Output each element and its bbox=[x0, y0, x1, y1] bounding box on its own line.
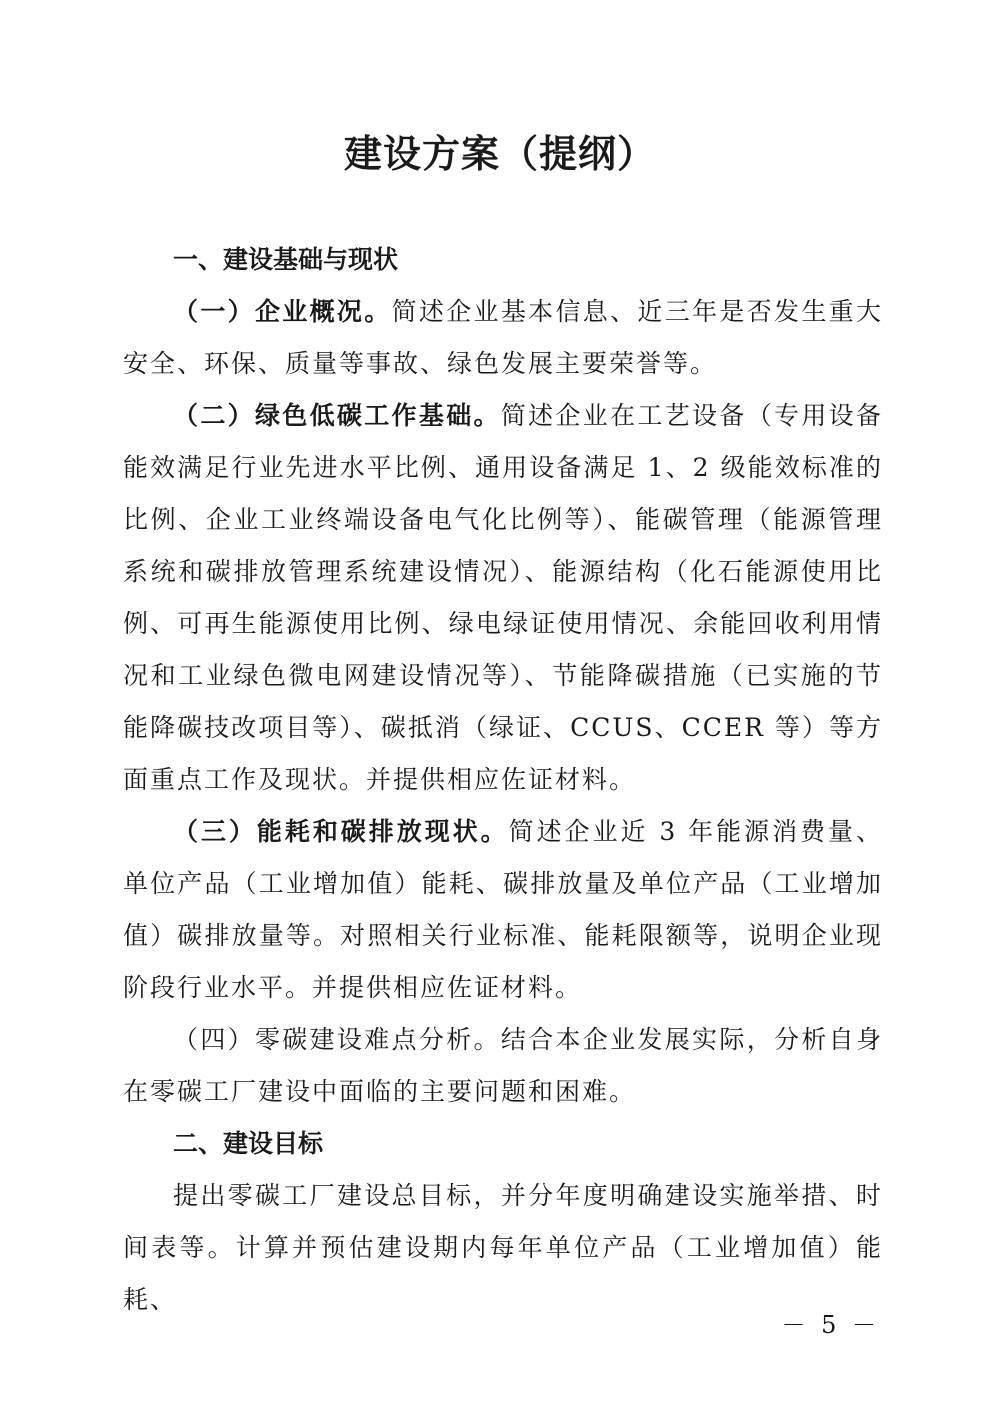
paragraph-lead: （二）绿色低碳工作基础。 bbox=[173, 401, 501, 430]
paragraph-difficulty-analysis bbox=[123, 1014, 883, 1118]
paragraph-body: 简述企业近 3 年能源消费量、单位产品（工业增加值）能耗、碳排放量及单位产品（工业增加值）碳排放量等。对照相关行业标准、能耗限额等，说明企业现阶段行业水平。并提供相应佐证材料。 bbox=[123, 817, 883, 1002]
paragraph-lead: （一）企业概况。 bbox=[173, 297, 392, 326]
paragraph-lead: （三）能耗和碳排放现状。 bbox=[173, 817, 509, 846]
document-title: 建设方案（提纲） bbox=[343, 132, 656, 176]
paragraph-energy-carbon-status bbox=[123, 806, 883, 1014]
paragraph-goals: 提出零碳工厂建设总目标，并分年度明确建设实施举措、时间表等。计算并预估建设期内每年单位产品（工业增加值）能耗、 bbox=[123, 1181, 883, 1314]
paragraph-body: 简述企业在工艺设备（专用设备能效满足行业先进水平比例、通用设备满足 1、2 级能效标准的比例、企业工业终端设备电气化比例等）、能碳管理（能源管理系统和碳排放管理系统建设情况）、能源结构（化石能源使用比例、可再生能源使用比例、绿电绿证使用情况、余能回收利用情况和工业绿色微电网建设情况等）、节能降碳措施（已实施的节能降碳技改项目等）、碳抵消（绿证、CCUS、CCER 等）等方面重点工作及现状。并提供相应佐证材料。 bbox=[123, 401, 883, 794]
paragraph-body: 结合本企业发展实际，分析自身在零碳工厂建设中面临的主要问题和困难。 bbox=[123, 1025, 883, 1106]
paragraph-lead: （四）零碳建设难点分析。 bbox=[173, 1025, 501, 1054]
section-heading-construction-basis: 一、建设基础与现状 bbox=[173, 245, 399, 274]
paragraph-body: 简述企业基本信息、近三年是否发生重大安全、环保、质量等事故、绿色发展主要荣誉等。 bbox=[123, 297, 883, 378]
page-number: － 5 － bbox=[781, 1311, 880, 1339]
document-body bbox=[123, 234, 883, 1326]
paragraph-enterprise-overview bbox=[123, 286, 883, 390]
paragraph-green-low-carbon-basis bbox=[123, 390, 883, 806]
section-heading-construction-goals: 二、建设目标 bbox=[173, 1129, 324, 1158]
